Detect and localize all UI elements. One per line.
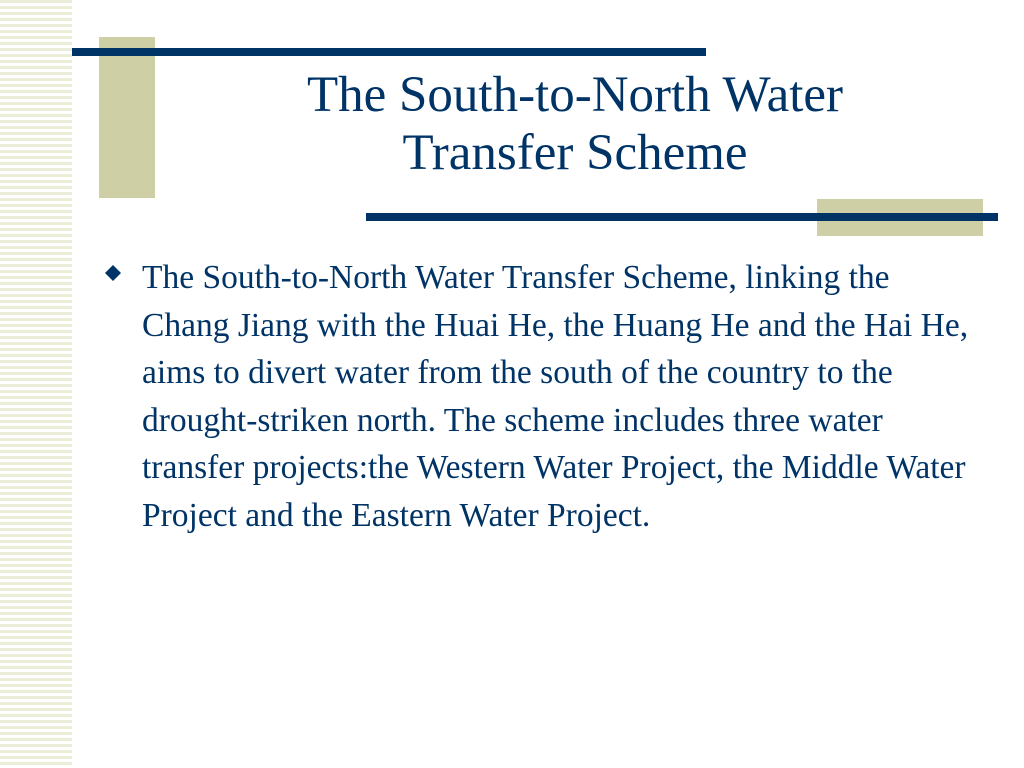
- slide-title-line-2: Transfer Scheme: [402, 125, 748, 181]
- accent-block-top: [99, 37, 155, 198]
- bullet-text: The South-to-North Water Transfer Scheme, linking the Chang Jiang with the Huai He, the Huang He and the Hai He, aims to divert water from the south of the country to the drought-striken north. The scheme includes three water transfer projects:the Western Water Project, the Middle Water Project and the Eastern Water Project.: [142, 259, 969, 534]
- slide-title-line-1: The South-to-North Water: [307, 67, 843, 123]
- title-rule-bottom: [366, 213, 998, 221]
- title-rule-top: [72, 48, 706, 56]
- slide-title: [160, 66, 990, 182]
- diamond-bullet-icon: [104, 264, 122, 282]
- bullet-item: [104, 254, 984, 539]
- decorative-stripes: [0, 0, 72, 768]
